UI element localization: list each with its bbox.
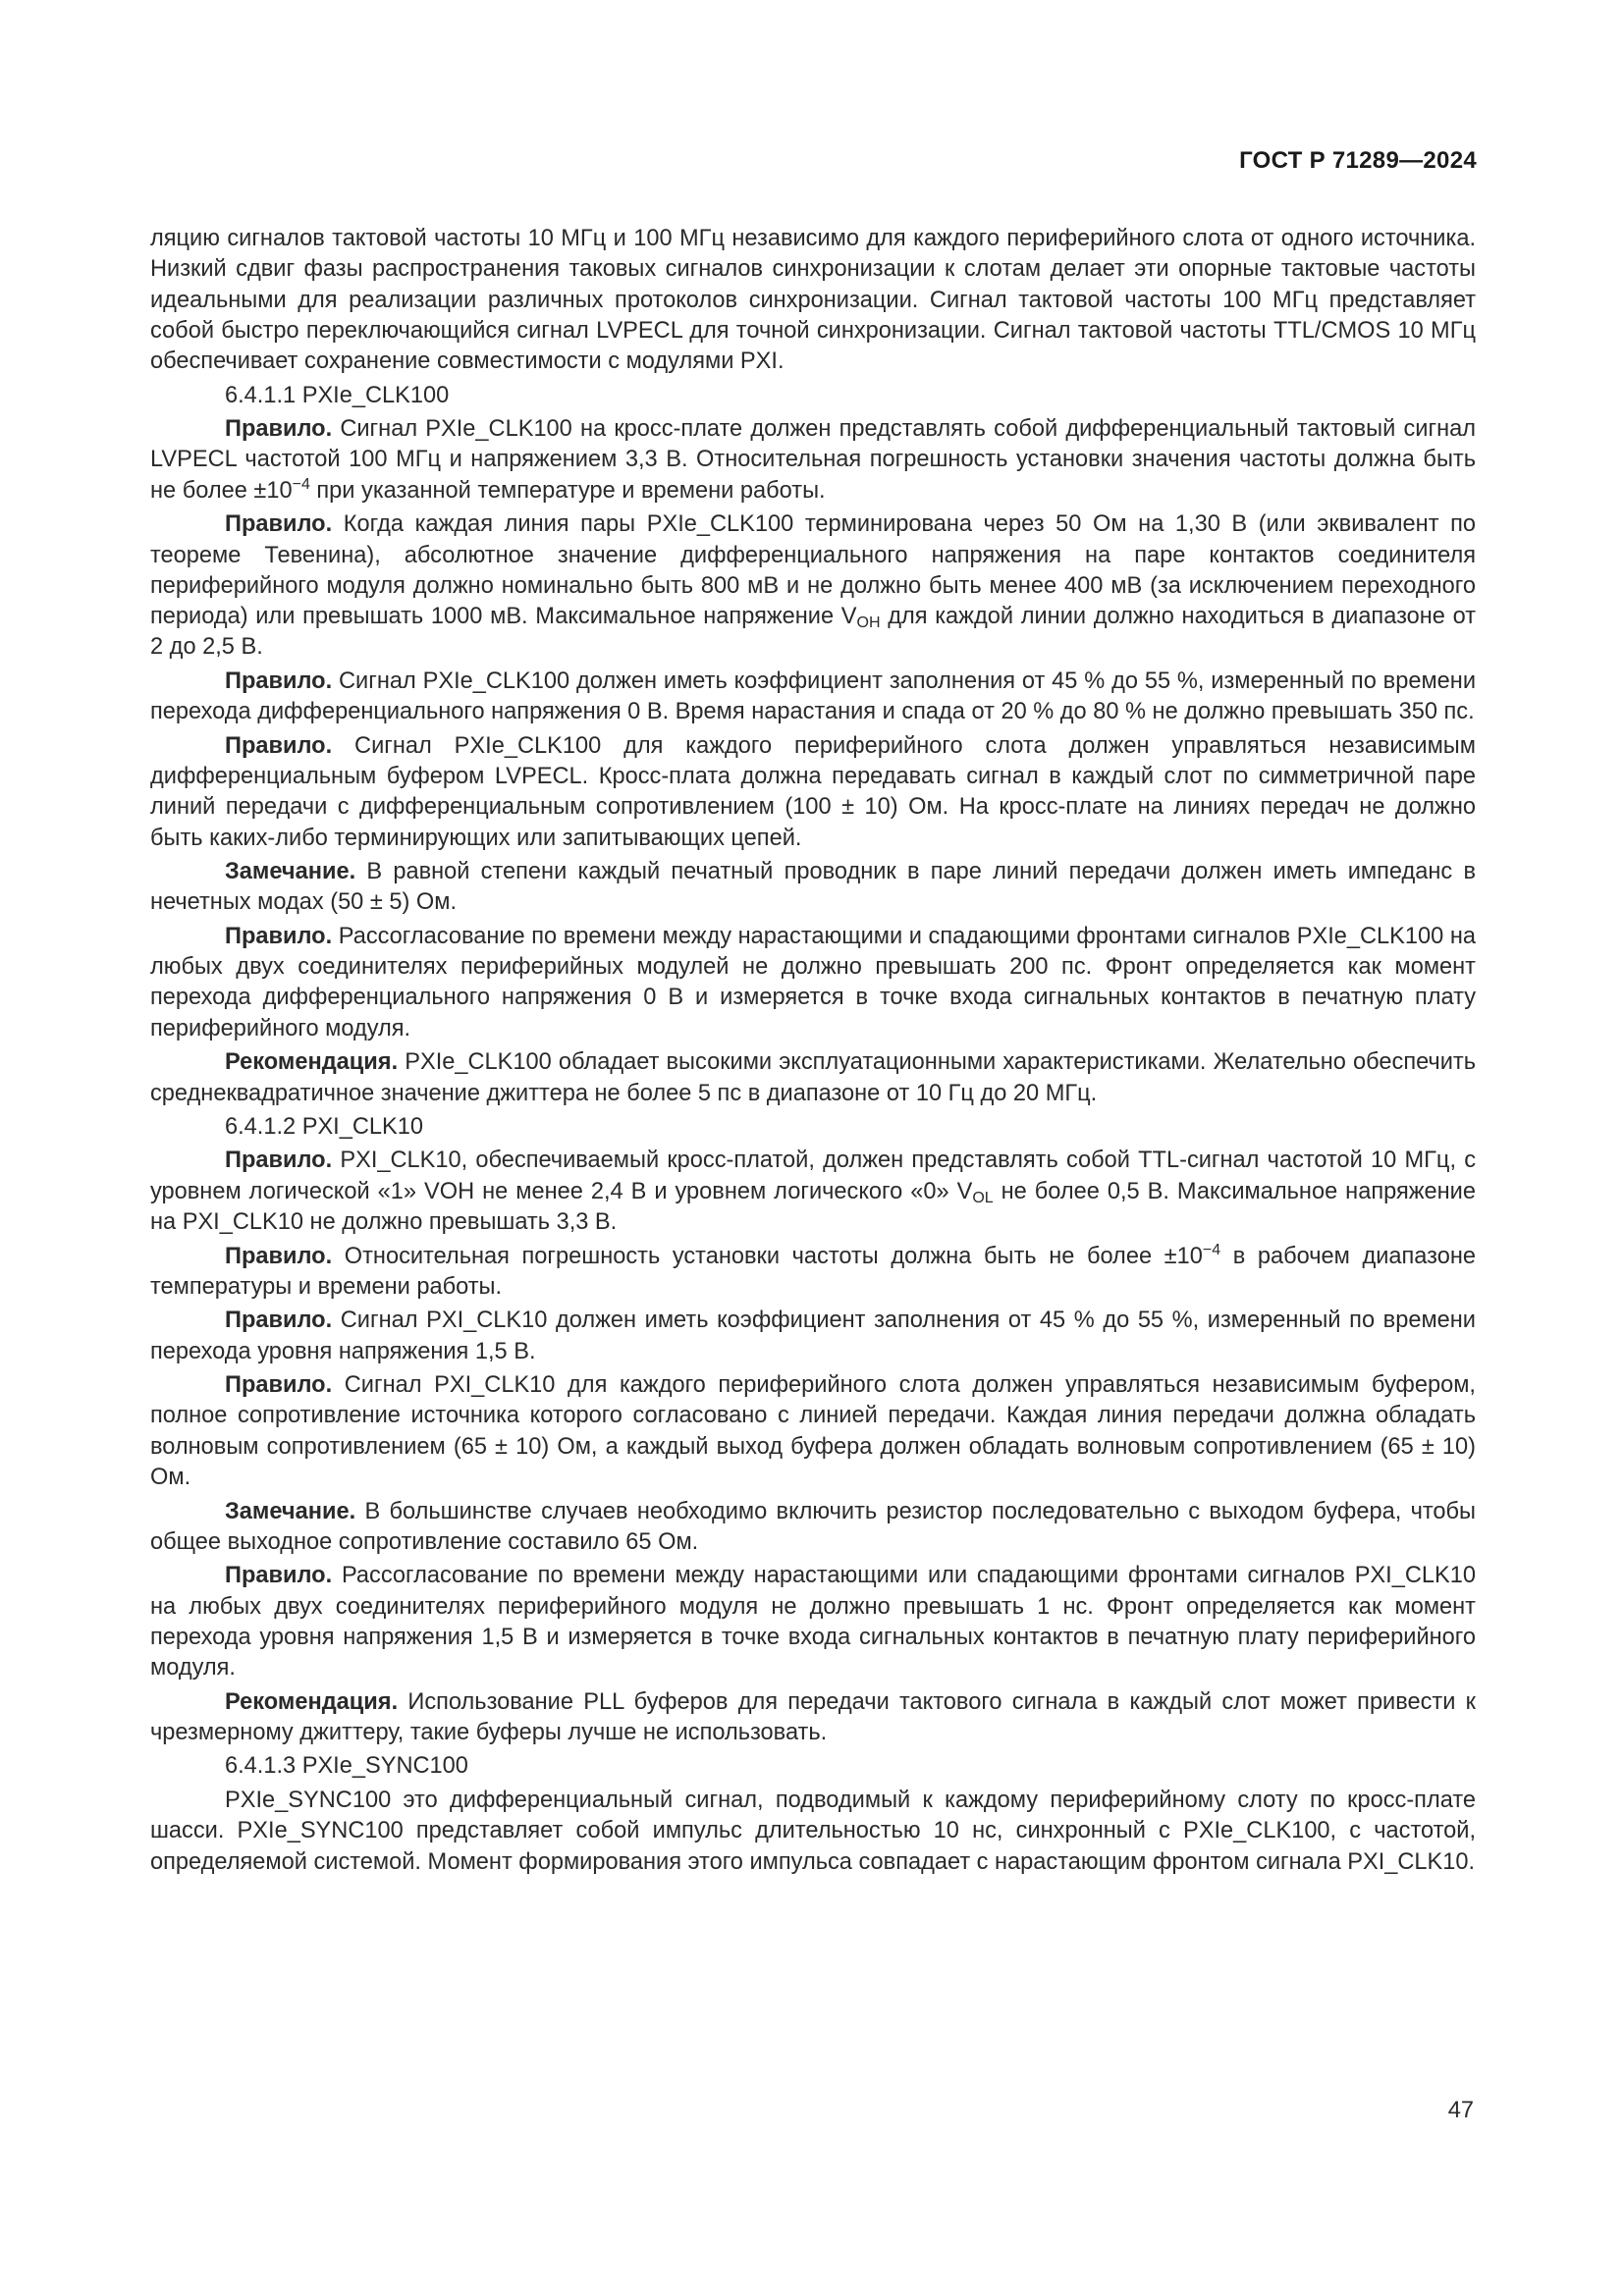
rule-text: Когда каждая линия пары PXIe_CLK100 терминирована через 50 Ом на 1,30 В (или эквивалент по теореме Тевенина), абсолютное значение дифференциального напряжения на паре контактов соединителя периферийного модуля должно номинально быть 800 мВ и не должно быть менее 400 мВ (за исключением переходного периода) или превышать 1000 мВ. Максимальное напряжение V — [150, 511, 1476, 630]
document-body — [150, 224, 1476, 1881]
section-heading-6-4-1-3: 6.4.1.3 PXIe_SYNC100 — [225, 1753, 468, 1780]
note-label: Замечание. — [225, 1498, 356, 1524]
note-paragraph — [150, 857, 1476, 919]
rule-label: Правило. — [225, 1372, 333, 1399]
rule-label: Правило. — [225, 1148, 333, 1174]
rule-label: Правило. — [225, 1563, 333, 1589]
rule-paragraph — [150, 1306, 1476, 1367]
subscript: OL — [972, 1189, 994, 1206]
rule-text: Относительная погрешность установки частоты должна быть не более ±10 — [332, 1243, 1203, 1269]
rule-label: Правило. — [225, 511, 333, 538]
rule-text: Рассогласование по времени между нарастающими и спадающими фронтами сигналов PXIe_CLK100 на любых двух соединителях периферийных модулей не должно превышать 200 пс. Фронт определяется как момент перехода дифференциального напряжения 0 В и измеряется в точке входа сигнальных контактов в печатную плату периферийного модуля. — [150, 923, 1476, 1041]
rule-text: при указанной температуре и времени работы. — [309, 477, 826, 504]
page-number: 47 — [1447, 2098, 1474, 2123]
rule-paragraph — [150, 1370, 1476, 1493]
rule-text: Сигнал PXIe_CLK100 должен иметь коэффициент заполнения от 45 % до 55 %, измеренный по времени перехода дифференциального напряжения 0 В. Время нарастания и спада от 20 % до 80 % не должно превышать 350 пс. — [150, 667, 1476, 725]
recommendation-label: Рекомендация. — [225, 1049, 399, 1076]
rule-paragraph — [150, 1146, 1476, 1238]
rule-label: Правило. — [225, 923, 333, 949]
note-text: В равной степени каждый печатный проводник в паре линий передачи должен иметь импеданс в нечетных модах (50 ± 5) Ом. — [150, 859, 1476, 916]
rule-label: Правило. — [225, 732, 333, 759]
note-label: Замечание. — [225, 859, 356, 885]
rule-paragraph — [150, 922, 1476, 1044]
rule-text: Сигнал PXIe_CLK100 на кросс-плате должен представлять собой дифференциальный тактовый сигнал LVPECL частотой 100 МГц и напряжением 3,3 В. Относительная погрешность установки значения частоты должна быть не более ±10 — [150, 416, 1476, 504]
body-paragraph: PXIe_SYNC100 это дифференциальный сигнал, подводимый к каждому периферийному слоту по кросс-плате шасси. PXIe_SYNC100 представляет собой импульс длительностью 10 нс, синхронный с PXIe_CLK100, с частотой, определяемой системой. Момент формирования этого импульса совпадает с нарастающим фронтом сигнала PXI_CLK10. — [150, 1787, 1476, 1875]
rule-text: в рабочем диапазоне температуры и времени работы. — [150, 1243, 1476, 1300]
rule-paragraph — [150, 1561, 1476, 1683]
exponent: −4 — [292, 475, 310, 493]
rule-paragraph — [150, 414, 1476, 507]
rule-label: Правило. — [225, 667, 333, 694]
section-heading-6-4-1-2: 6.4.1.2 PXI_CLK10 — [225, 1114, 423, 1140]
rule-text: Сигнал PXIe_CLK100 для каждого периферийного слота должен управляться независимым дифференциальным буфером LVPECL. Кросс-плата должна передавать сигнал в каждый слот по симметричной паре линий передачи с дифференциальным сопротивлением (100 ± 10) Ом. На кросс-плате на линиях передач не должно быть каких-либо терминирующих или запитывающих цепей. — [150, 732, 1476, 851]
rule-paragraph — [150, 667, 1476, 728]
document-code: ГОСТ Р 71289—2024 — [1239, 147, 1477, 174]
recommendation-label: Рекомендация. — [225, 1688, 399, 1715]
rule-label: Правило. — [225, 1308, 333, 1334]
continued-paragraph: ляцию сигналов тактовой частоты 10 МГц и 100 МГц независимо для каждого периферийного слота от одного источника. Низкий сдвиг фазы распространения таковых сигналов синхронизации к слотам делает эти опорные тактовые частоты идеальными для реализации различных протоколов синхронизации. Сигнал тактовой частоты 100 МГц представляет собой быстро переключающийся сигнал LVPECL для точной синхронизации. Сигнал тактовой частоты TTL/CMOS 10 МГц обеспечивает сохранение совместимости с модулями PXI. — [150, 226, 1476, 375]
rule-text: для каждой линии должно находиться в диапазоне от 2 до 2,5 В. — [150, 604, 1477, 661]
recommendation-text: Использование PLL буферов для передачи тактового сигнала в каждый слот может привести к чрезмерному джиттеру, такие буферы лучше не использовать. — [150, 1688, 1476, 1745]
rule-paragraph — [150, 731, 1476, 854]
rule-label: Правило. — [225, 416, 333, 443]
rule-text: Сигнал PXI_CLK10 должен иметь коэффициент заполнения от 45 % до 55 %, измеренный по времени перехода уровня напряжения 1,5 В. — [150, 1308, 1476, 1364]
recommendation-paragraph — [150, 1687, 1476, 1749]
rule-paragraph — [150, 509, 1476, 663]
rule-text: Рассогласование по времени между нарастающими или спадающими фронтами сигналов PXI_CLK10 на любых двух соединителях периферийного модуля не должно превышать 1 нс. Фронт определяется как момент перехода уровня напряжения 1,5 В и измеряется в точке входа сигнальных контактов в печатную плату периферийного модуля. — [150, 1563, 1476, 1682]
rule-text: Сигнал PXI_CLK10 для каждого периферийного слота должен управляться независимым буфером, полное сопротивление источника которого согласовано с линией передачи. Каждая линия передачи должна обладать волновым сопротивлением (65 ± 10) Ом, а каждый выход буфера должен обладать волновым сопротивлением (65 ± 10) Ом. — [150, 1372, 1476, 1491]
rule-paragraph — [150, 1242, 1476, 1304]
note-paragraph — [150, 1497, 1476, 1559]
rule-text: не более 0,5 В. Максимальное напряжение на PXI_CLK10 не должно превышать 3,3 В. — [150, 1178, 1476, 1236]
section-heading-6-4-1-1: 6.4.1.1 PXIe_CLK100 — [225, 382, 450, 408]
subscript: OH — [856, 614, 881, 632]
recommendation-text: PXIe_CLK100 обладает высокими эксплуатационными характеристиками. Желательно обеспечить среднеквадратичное значение джиттера не более 5 пс в диапазоне от 10 Гц до 20 МГц. — [150, 1049, 1476, 1106]
exponent: −4 — [1202, 1241, 1221, 1258]
rule-label: Правило. — [225, 1243, 333, 1269]
recommendation-paragraph — [150, 1047, 1476, 1109]
note-text: В большинстве случаев необходимо включить резистор последовательно с выходом буфера, чтобы общее выходное сопротивление составило 65 Ом. — [150, 1498, 1476, 1555]
rule-text: PXI_CLK10, обеспечиваемый кросс-платой, должен представлять собой TTL-сигнал частотой 10 МГц, с уровнем логической «1» VOH не менее 2,4 В и уровнем логического «0» V — [150, 1148, 1476, 1204]
